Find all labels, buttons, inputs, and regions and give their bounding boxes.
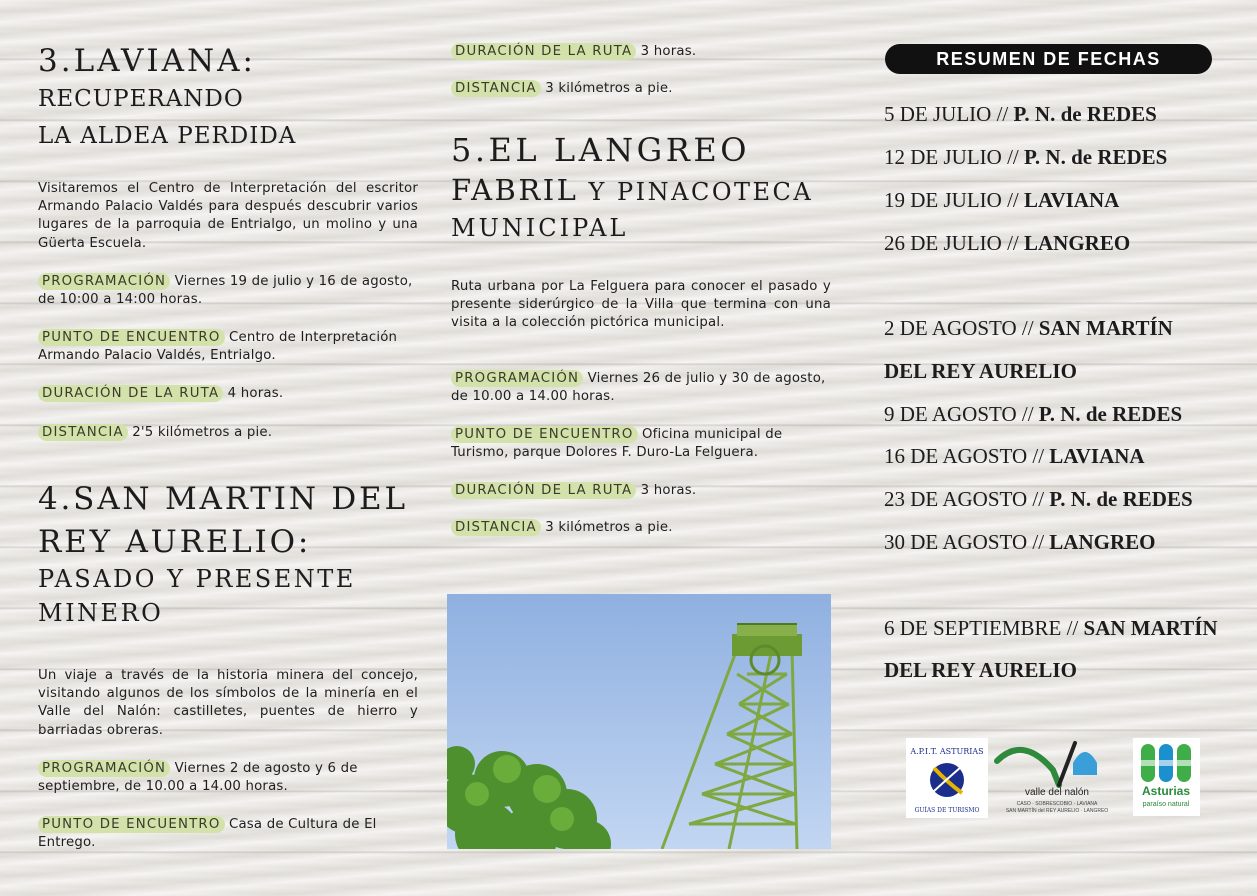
mine-tower-photo — [447, 594, 831, 849]
encuentro-value: Casa de Cultura de El Entrego. — [38, 817, 377, 851]
distancia-tag: DISTANCIA — [451, 519, 541, 536]
encuentro-tag: PUNTO DE ENCUENTRO — [38, 816, 225, 833]
date-entry — [884, 316, 1173, 341]
duracion-value: 4 horas. — [223, 386, 284, 401]
encuentro-tag: PUNTO DE ENCUENTRO — [38, 329, 225, 346]
valle-sub1-text: CASO · SOBRESCOBIO · LAVIANA — [1016, 801, 1098, 807]
programacion-tag: PROGRAMACIÓN — [451, 370, 583, 387]
programacion-tag: PROGRAMACIÓN — [38, 273, 170, 290]
distancia-value: 3 kilómetros a pie. — [540, 520, 673, 535]
section-5-encuentro — [451, 426, 831, 462]
date-text: 6 DE SEPTIEMBRE // — [884, 616, 1084, 640]
mine-tower-illustration — [447, 594, 831, 849]
distancia-value: 2'5 kilómetros a pie. — [127, 425, 273, 440]
section-3-heading — [38, 40, 296, 155]
distancia-tag: DISTANCIA — [451, 80, 541, 97]
section-3-description: Visitaremos el Centro de Interpretación del escritor Armando Palacio Valdés para después descubrir varios lugares de la parroquia de Entrialgo, un molino y una Güerta Escuela. — [38, 181, 418, 251]
programacion-value: Viernes 26 de julio y 30 de agosto, de 10.00 a 14.00 horas. — [451, 371, 826, 405]
programacion-value: Viernes 2 de agosto y 6 de septiembre, de 10.00 a 14.00 horas. — [38, 761, 358, 795]
date-place: P. N. de REDES — [1038, 402, 1183, 426]
date-entry — [884, 102, 1157, 127]
distancia-tag: DISTANCIA — [38, 424, 128, 441]
date-text: 5 DE JULIO // — [884, 102, 1014, 126]
duracion-tag: DURACIÓN DE LA RUTA — [38, 385, 223, 402]
section-4-programacion — [38, 760, 418, 796]
section-4-title-1: 4.SAN MARTIN DEL — [38, 481, 408, 517]
valle-sub2-text: SAN MARTÍN del REY AURELIO · LANGREO — [1005, 808, 1109, 814]
section-5-title-2 — [451, 172, 841, 210]
section-5-programacion — [451, 370, 831, 406]
section-3-programacion — [38, 273, 418, 309]
valle-name-text: valle del nalón — [1025, 787, 1089, 798]
section-5-title-3: MUNICIPAL — [451, 213, 629, 242]
date-text: 16 DE AGOSTO // — [884, 444, 1050, 468]
section-4-distancia — [451, 80, 673, 98]
duracion-value: 3 horas. — [636, 44, 697, 59]
apit-asturias-logo — [906, 738, 988, 818]
section-4-title-2: REY AURELIO: — [38, 523, 312, 560]
date-place: LAVIANA — [1049, 444, 1145, 468]
asturias-logo-emblem — [1133, 738, 1200, 816]
date-entry — [884, 530, 1155, 555]
date-entry — [884, 188, 1119, 213]
duracion-tag: DURACIÓN DE LA RUTA — [451, 43, 636, 60]
section-3-subtitle-1: RECUPERANDO — [38, 85, 244, 112]
date-entry-continuation — [884, 359, 1077, 384]
valle-del-nalon-logo — [993, 735, 1121, 820]
date-text: 30 DE AGOSTO // — [884, 530, 1050, 554]
section-5-title-2a: FABRIL — [451, 173, 579, 208]
encuentro-tag: PUNTO DE ENCUENTRO — [451, 426, 638, 443]
section-4-description: Un viaje a través de la historia minera del concejo, visitando algunos de los símbolos de la minería en el Valle del Nalón: castilletes, puentes de hierro y barriadas obreras. — [38, 668, 418, 738]
apit-bottom-text: GUÍAS DE TURISMO — [914, 807, 980, 814]
section-3-encuentro — [38, 329, 418, 365]
programacion-value: Viernes 19 de julio y 16 de agosto, de 10:00 a 14:00 horas. — [38, 274, 413, 308]
date-entry — [884, 231, 1130, 256]
duracion-value: 3 horas. — [636, 483, 697, 498]
date-place: SAN MARTÍN — [1038, 316, 1173, 340]
date-place: SAN MARTÍN — [1083, 616, 1218, 640]
section-5-title-2b: Y PINACOTECA — [578, 178, 814, 207]
date-text: 19 DE JULIO // — [884, 188, 1024, 212]
section-4-subtitle-2: MINERO — [38, 599, 164, 628]
section-5-description: Ruta urbana por La Felguera para conocer el pasado y presente siderúrgico de la Villa que termina con una visita a la colección pictórica municipal. — [451, 279, 831, 331]
date-place: P. N. de REDES — [1024, 145, 1168, 169]
encuentro-value: Centro de Interpretación Armando Palacio Valdés, Entrialgo. — [38, 330, 398, 364]
date-text: 26 DE JULIO // — [884, 231, 1024, 255]
resumen-title-pill: RESUMEN DE FECHAS — [885, 44, 1212, 74]
valle-del-nalon-emblem — [993, 735, 1121, 820]
date-text: 12 DE JULIO // — [884, 145, 1024, 169]
section-5-heading — [451, 128, 841, 247]
asturias-sub-text: paraíso natural — [1142, 801, 1190, 808]
date-entry-continuation — [884, 658, 1077, 683]
date-entry — [884, 402, 1182, 427]
section-3-subtitle-2: LA ALDEA PERDIDA — [38, 123, 297, 150]
date-place: LANGREO — [1049, 530, 1156, 554]
apit-logo-emblem — [906, 738, 988, 818]
section-5-title-1: 5.EL LANGREO — [451, 131, 750, 169]
date-place: LAVIANA — [1024, 188, 1120, 212]
date-text: 2 DE AGOSTO // — [884, 316, 1039, 340]
date-place: P. N. de REDES — [1049, 487, 1193, 511]
date-entry — [884, 444, 1145, 469]
programacion-tag: PROGRAMACIÓN — [38, 760, 170, 777]
date-entry — [884, 145, 1167, 170]
duracion-tag: DURACIÓN DE LA RUTA — [451, 482, 636, 499]
section-4-encuentro — [38, 816, 418, 852]
date-place: DEL REY AURELIO — [884, 359, 1077, 383]
asturias-paraiso-natural-logo — [1133, 738, 1200, 816]
date-place: P. N. de REDES — [1013, 102, 1157, 126]
section-5-duracion — [451, 482, 696, 500]
date-text: 9 DE AGOSTO // — [884, 402, 1039, 426]
date-entry — [884, 487, 1193, 512]
asturias-name-text: Asturias — [1141, 784, 1191, 798]
section-3-distancia — [38, 424, 272, 442]
section-4-duracion — [451, 43, 696, 61]
section-3-duracion — [38, 385, 283, 403]
date-place: LANGREO — [1024, 231, 1131, 255]
section-5-distancia — [451, 519, 673, 537]
date-text: 23 DE AGOSTO // — [884, 487, 1050, 511]
section-3-title: 3.LAVIANA: — [38, 43, 256, 79]
date-place: DEL REY AURELIO — [884, 658, 1077, 682]
encuentro-value: Oficina municipal de Turismo, parque Dolores F. Duro-La Felguera. — [451, 427, 783, 461]
distancia-value: 3 kilómetros a pie. — [540, 81, 673, 96]
section-4-subtitle-1: PASADO Y PRESENTE — [38, 564, 356, 593]
section-4-heading — [38, 478, 428, 631]
apit-top-text: A.P.I.T. ASTURIAS — [910, 747, 984, 756]
date-entry — [884, 616, 1218, 641]
